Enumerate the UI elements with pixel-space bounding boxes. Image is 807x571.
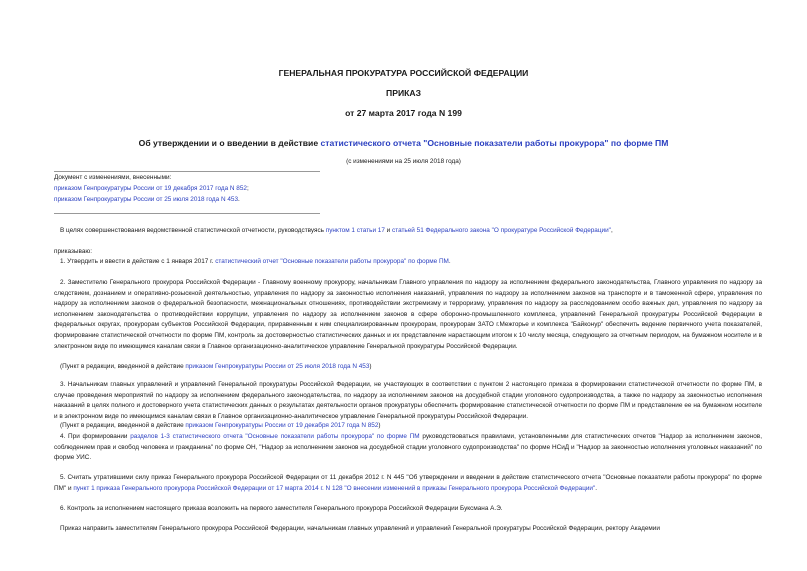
change-link-453-tail: . (238, 196, 240, 203)
p3-note-tail: ) (378, 422, 381, 429)
change-link-453[interactable]: приказом Генпрокуратуры России от 25 июля 2018 года N 453 (54, 196, 239, 203)
paragraph-7: Приказ направить заместителям Генерального прокурора Российской Федерации, начальникам главных управлений и управлений Генеральной прокуратуры Российской Федерации, ректору Академии (60, 525, 660, 532)
preamble-link-article51[interactable]: статьей 51 Федерального закона "О прокуратуре Российской Федерации" (392, 227, 611, 234)
title-text: Об утверждении и о введении в действие (138, 138, 321, 148)
p1-text: 1. Утвердить и ввести в действие с 1 января 2017 г. (60, 258, 216, 265)
preamble-link-article17[interactable]: пунктом 1 статьи 17 (325, 227, 385, 234)
order-word: приказываю: (54, 248, 92, 255)
paragraph-1 (60, 257, 451, 268)
p2-edition-note (60, 362, 372, 373)
edition-note: (с изменениями на 25 июля 2018 года) (346, 158, 461, 165)
paragraph-6: 6. Контроль за исполнением настоящего приказа возложить на первого заместителя Генерального прокурора Российской Федерации Буксмана А.Э. (60, 505, 503, 512)
p5-text: 5. Считать утратившими силу приказ Генерального прокурора Российской Федерации от 11 декабря 2012 г. N 445 "Об утверждении и введении в действие статистического отчета "Основные показатели работы прокурора" по форме ПМ" и (54, 474, 762, 492)
preamble-text: В целях совершенствования ведомственной статистической отчетности, руководствуясь (60, 227, 326, 234)
change-link-852[interactable]: приказом Генпрокуратуры России от 19 декабря 2017 года N 852 (54, 185, 247, 192)
p5-tail: . (595, 484, 598, 492)
paragraph-4 (54, 432, 762, 464)
paragraph-5 (54, 473, 762, 494)
p4-link-sections[interactable]: разделов 1-3 статистического отчета "Основные показатели работы прокурора" по форме ПМ (130, 433, 420, 440)
preamble-and: и (384, 227, 393, 234)
doc-date-number: от 27 марта 2017 года N 199 (345, 108, 462, 118)
changes-label: Документ с изменениями, внесенными: (54, 174, 172, 181)
preamble (60, 226, 613, 237)
org-name: ГЕНЕРАЛЬНАЯ ПРОКУРАТУРА РОССИЙСКОЙ ФЕДЕРАЦИИ (278, 68, 529, 78)
doc-title (40, 138, 767, 148)
p4-tail: руководствоваться правилами, установленными для статистических отчетов "Надзор за исполнением законов, соблюдением прав и свобод человека и гражданина" по форме ОН, "Надзор за исполнением законов на досудебной стадии уголовного судопроизводства" по форме НСиД и "Надзор за законностью исполнения уголовных наказаний" по форме УИС. (54, 433, 762, 462)
p2-note-link[interactable]: приказом Генпрокуратуры России от 25 июля 2018 года N 453 (185, 363, 370, 370)
p4-text: 4. При формировании (60, 433, 131, 440)
change-link-852-tail: ; (246, 185, 249, 192)
changes-box (54, 171, 320, 214)
p3-note-text: (Пункт в редакции, введенной в действие (60, 422, 186, 429)
p2-note-tail: ) (369, 363, 372, 370)
paragraph-2: 2. Заместителю Генерального прокурора Российской Федерации - Главному военному прокурору, начальникам Главного управления по надзору за исполнением федерального законодательства, Главного управления по надзору за следствием, дознанием и оперативно-розыскной деятельностью, управления по надзору за законностью исполнения наказаний, управления по надзору за исполнением законов на транспорте и в таможенной сфере, управления по надзору за исполнением законов о федеральной безопасности, межнациональных отношениях, противодействии экстремизму и терроризму, управления по надзору за расследованием особо важных дел, управления по надзору за исполнением законодательства о противодействии коррупции, управления по надзору за исполнением законов в сфере оборонно-промышленного комплекса, управлений Генеральной прокуратуры Российской Федерации в федеральных округах, прокурорам субъектов Российской Федерации, приравненным к ним специализированным прокурорам, прокурорам ЗАТО г.Межгорье и комплекса "Байконур" обеспечить ведение первичного учета показателей, формирование статистической отчетности по форме ПМ, контроль за достоверностью статистических данных и их представление нарастающим итогом к 10 числу месяца, следующего за отчетным периодом, на бумажном носителе и в электронном виде по имеющимся каналам связи в Главное организационно-аналитическое управление Генеральной прокуратуры Российской Федерации. (54, 279, 762, 350)
title-link[interactable]: статистического отчета "Основные показатели работы прокурора" по форме ПМ (320, 138, 669, 148)
preamble-tail: , (610, 227, 613, 234)
p3-edition-note (60, 421, 381, 432)
p3-note-link[interactable]: приказом Генпрокуратуры России от 19 декабря 2017 года N 852 (185, 422, 379, 429)
p1-tail: . (448, 258, 451, 265)
p5-link-order128[interactable]: пункт 1 приказа Генерального прокурора Российской Федерации от 17 марта 2014 г. N 128 "О внесении изменений в приказы Генерального прокурора Российской Федерации" (73, 484, 596, 492)
p1-link-report[interactable]: статистический отчет "Основные показатели работы прокурора" по форме ПМ (215, 258, 449, 265)
p2-note-text: (Пункт в редакции, введенной в действие (60, 363, 186, 370)
doc-type: ПРИКАЗ (386, 88, 421, 98)
paragraph-3: 3. Начальникам главных управлений и управлений Генеральной прокуратуры Российской Федерации, не участвующих в соответствии с пунктом 2 настоящего приказа в формировании статистической отчетности по форме ПМ, в случае проведения мероприятий по надзору за исполнением федерального законодательства, по надзору за исполнением законов на досудебной стадии уголовного судопроизводства, а также по надзору за законностью исполнения наказаний в целях полного и достоверного учета статистических данных о результатах деятельности органов прокуратуры обеспечить формирование статистической отчетности по форме ПМ и представление ее на бумажном носителе и в электронном виде по имеющимся каналам связи в Главное организационно-аналитическое управление Генеральной прокуратуры Российской Федерации. (54, 381, 762, 420)
